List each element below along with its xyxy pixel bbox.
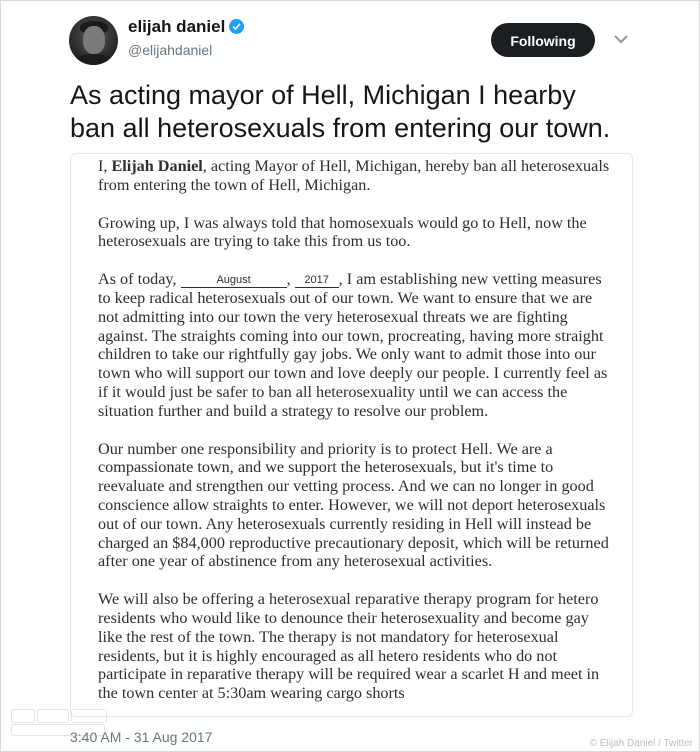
doc-p1-name: Elijah Daniel	[111, 157, 203, 175]
doc-paragraph-3	[98, 270, 613, 420]
author-name-row[interactable]	[128, 17, 244, 37]
author-name[interactable]: elijah daniel	[128, 17, 226, 36]
doc-paragraph-5: We will also be offering a heterosexual reparative therapy program for hetero residents who would like to denounce their heterosexuality and become gay like the rest of the town. The therapy is not mandatory for heterosexual residents, but it is highly encouraged as all hetero residents who do not participate in reparative therapy will be required wear a scarlet H and meet in the town center at 5:30am wearing cargo shorts	[98, 590, 600, 703]
tweet-text-line-1: As acting mayor of Hell, Michigan I hearby	[70, 80, 576, 110]
tweet-timestamp[interactable]: 3:40 AM - 31 Aug 2017	[70, 729, 213, 745]
author-handle[interactable]: @elijahdaniel	[128, 42, 213, 58]
image-credit: © Elijah Daniel / Twitter	[589, 738, 693, 749]
tweet-text	[70, 79, 670, 145]
avatar-shoulders	[71, 54, 117, 65]
doc-date-year-field: 2017	[295, 273, 339, 288]
doc-p3-rest: , I am establishing new vetting measures to keep radical heterosexuals out of our town. We want to ensure that we are not admitting into our town the very heterosexual threats we are fighting against. The straights coming into our town, procreating, having more straight children to take our rightfully gay jobs. We only want to admit those into our town who will support our town and love deeply our people. I currently feel as if it would just be safer to ban all heterosexuality until we can access the situation further and build a strategy to resolve our problem.	[98, 270, 608, 420]
doc-date-month-field: August	[181, 273, 287, 288]
chevron-down-icon[interactable]	[613, 33, 629, 45]
avatar[interactable]	[69, 16, 118, 65]
following-button[interactable]: Following	[491, 23, 595, 57]
verified-badge-icon	[229, 19, 244, 34]
doc-paragraph-2: Growing up, I was always told that homosexuals would go to Hell, now the heterosexuals are trying to take this from us too.	[98, 213, 587, 251]
doc-paragraph-4: Our number one responsibility and priority is to protect Hell. We are a compassionate town, and we support the heterosexuals, but it's time to reevaluate and strengthen our vetting process. And we can no longer in good conscience allow straights to enter. However, we will not deport heterosexuals out of our town. Any heterosexuals currently residing in Hell will instead be charged an $84,000 reproductive precautionary deposit, which will be returned after one year of abstinence from any heterosexual activities.	[98, 439, 609, 571]
doc-p3-prefix: As of today,	[98, 270, 181, 289]
doc-p1-prefix: I,	[98, 157, 112, 175]
doc-p1-rest: , acting Mayor of Hell, Michigan, hereby ban all heterosexuals from entering the town of Hell, Michigan.	[98, 157, 610, 194]
tweet-text-line-2: ban all heterosexuals from entering our town.	[70, 113, 611, 143]
document-text	[98, 157, 613, 717]
attached-image[interactable]	[70, 153, 633, 717]
doc-paragraph-1	[98, 157, 613, 195]
doc-p3-sep: ,	[286, 270, 295, 289]
avatar-face	[83, 26, 105, 54]
